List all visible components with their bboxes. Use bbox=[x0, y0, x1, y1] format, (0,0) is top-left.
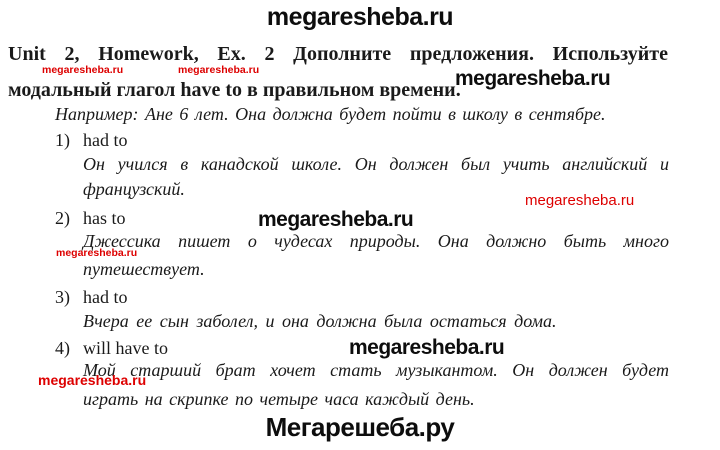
item-2-answer: has to bbox=[83, 208, 126, 228]
item-3-sentence-line1: Вчера ее сын заболел, и она должна была остаться дома. bbox=[83, 311, 557, 331]
item-1-sentence-line1: Он учился в канадской школе. Он должен был учить английский и bbox=[83, 154, 669, 174]
item-1-label bbox=[55, 130, 128, 151]
site-watermark-item4-left: megaresheba.ru bbox=[38, 372, 147, 388]
item-2-sentence-line1: Джессика пишет о чудесах природы. Она должно быть много bbox=[83, 231, 669, 251]
item-4-label bbox=[55, 338, 168, 359]
exercise-heading-line2: модальный глагол have to в правильном времени. bbox=[8, 79, 461, 101]
item-2-number: 2) bbox=[55, 208, 70, 228]
site-watermark-item4-center: megaresheba.ru bbox=[349, 336, 505, 359]
exercise-heading-line1: Unit 2, Homework, Ex. 2 Дополните предложения. Используйте bbox=[8, 43, 668, 65]
site-watermark-top: megaresheba.ru bbox=[266, 3, 454, 31]
item-3-number: 3) bbox=[55, 287, 70, 307]
footer-site-name: Мегарешеба.ру bbox=[265, 412, 455, 442]
site-watermark-under-heading-left: megaresheba.ru bbox=[42, 64, 124, 76]
item-4-sentence-line2: играть на скрипке по четыре часа каждый день. bbox=[83, 389, 475, 409]
item-3-label bbox=[55, 287, 128, 308]
site-watermark-item2-center: megaresheba.ru bbox=[258, 208, 414, 231]
item-1-sentence-line2: французский. bbox=[83, 179, 185, 199]
site-watermark-item1-right: megaresheba.ru bbox=[525, 192, 635, 209]
site-watermark-under-heading-mid: megaresheba.ru bbox=[178, 64, 260, 76]
item-1-number: 1) bbox=[55, 130, 70, 150]
example-sentence: Например: Ане 6 лет. Она должна будет пойти в школу в сентябре. bbox=[55, 104, 606, 124]
item-3-answer: had to bbox=[83, 287, 128, 307]
site-watermark-item2-left: megaresheba.ru bbox=[56, 247, 138, 259]
item-2-label bbox=[55, 208, 126, 229]
item-4-answer: will have to bbox=[83, 338, 168, 358]
item-1-answer: had to bbox=[83, 130, 128, 150]
item-4-sentence-line1: Мой старший брат хочет стать музыкантом. Он должен будет bbox=[83, 360, 669, 380]
item-2-sentence-line2: путешествует. bbox=[83, 259, 205, 279]
site-watermark-heading-right: megaresheba.ru bbox=[455, 67, 611, 90]
item-4-number: 4) bbox=[55, 338, 70, 358]
